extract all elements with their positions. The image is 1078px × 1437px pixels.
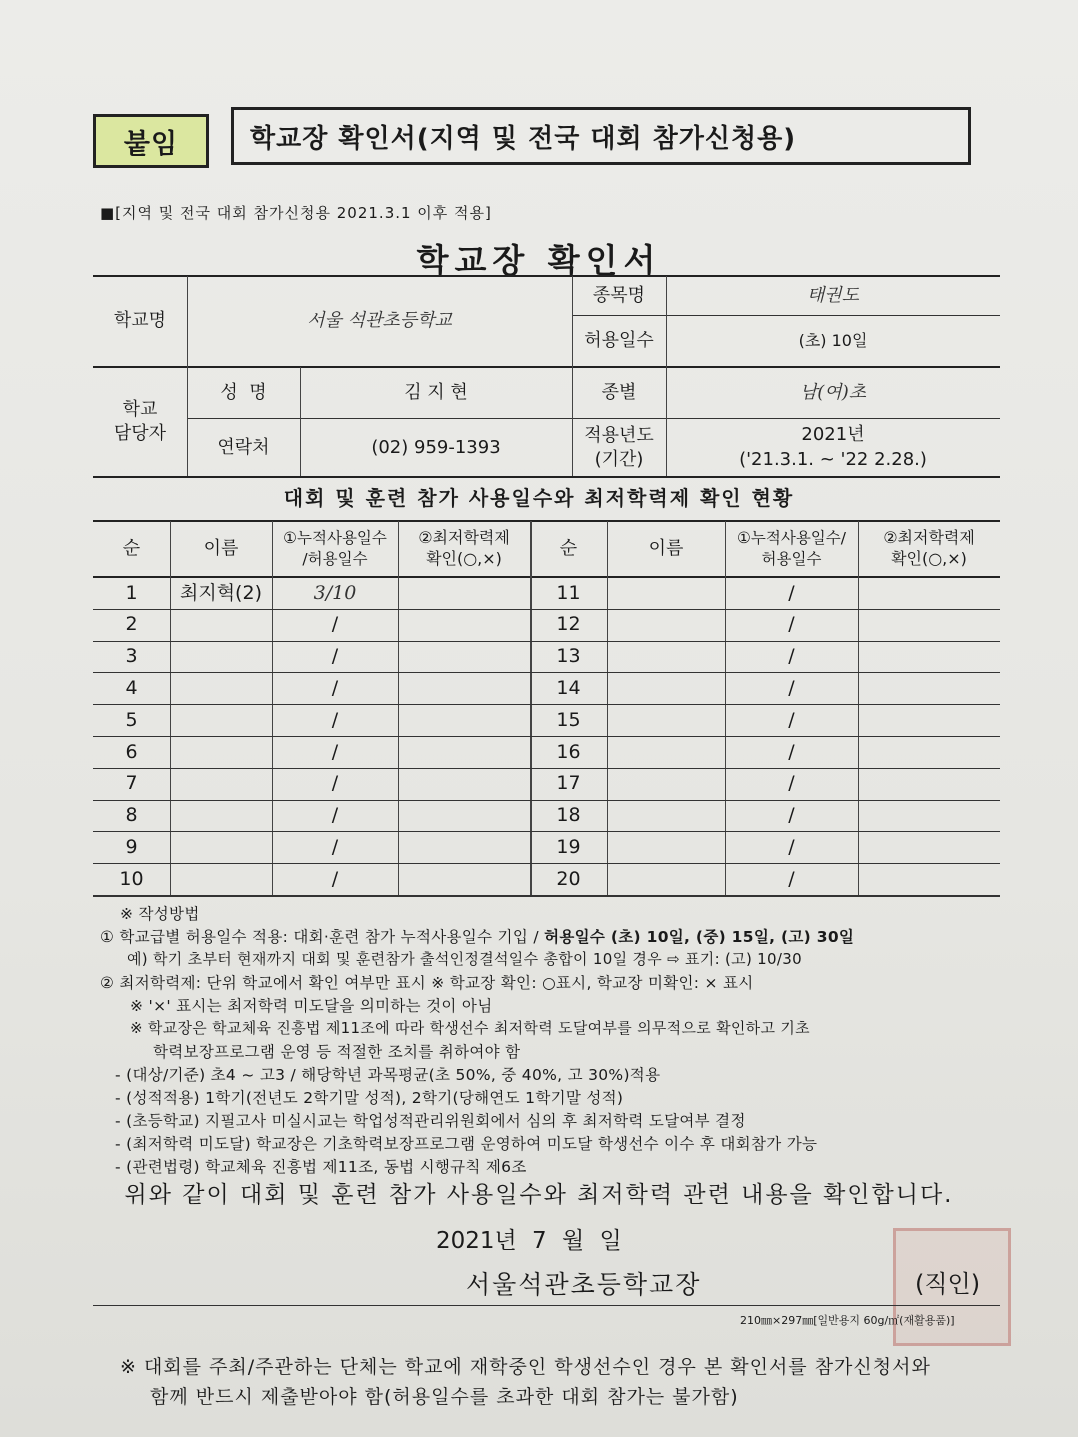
table-cell-name — [607, 736, 725, 768]
header-title: 학교장 확인서(지역 및 전국 대회 참가신청용) — [231, 107, 971, 165]
table-cell-name: 최지혁(2) — [180, 581, 262, 604]
gender-value: 남(여)초 — [799, 381, 867, 403]
table-cell-days: 3/10 — [313, 581, 357, 604]
note-1-text: ① 학교급별 허용일수 적용: 대회·훈련 참가 누적사용일수 기입 / — [100, 928, 539, 946]
table-cell-no: 10 — [119, 867, 144, 890]
table-cell-days: / — [331, 740, 339, 763]
note-6: - (성적적용) 1학기(전년도 2학기말 성적), 2학기(당해연도 1학기말 성적) — [115, 1089, 624, 1107]
table-cell-name — [170, 800, 272, 832]
table-cell-days: / — [788, 676, 795, 699]
period-value: ('21.3.1. ~ '22 2.28.) — [739, 448, 927, 470]
doc-title: 학교장 확인서 — [416, 241, 662, 280]
table-cell-no: 15 — [556, 708, 581, 731]
table-cell-check — [858, 641, 1000, 673]
table-cell-no: 19 — [556, 835, 581, 858]
table-cell-name — [170, 641, 272, 673]
days-label: 허용일수 — [584, 330, 654, 352]
table-cell-days: / — [788, 804, 795, 827]
table-cell-check — [398, 768, 530, 800]
col-header-no-right: 순 — [559, 537, 578, 559]
section-title: 대회 및 훈련 참가 사용일수와 최저학력제 확인 현황 — [283, 486, 795, 510]
table-cell-check — [858, 577, 1000, 609]
table-cell-check — [858, 800, 1000, 832]
table-cell-name — [170, 768, 272, 800]
divider — [93, 476, 1000, 478]
table-cell-no: 17 — [556, 772, 581, 795]
gender-label: 종별 — [601, 381, 637, 403]
table-cell-name — [607, 641, 725, 673]
table-cell-days: / — [331, 772, 339, 795]
footer-note-line1: ※ 대회를 주최/주관하는 단체는 학교에 재학중인 학생선수인 경우 본 확인서를 참가신청서와 — [120, 1356, 931, 1378]
table-cell-no: 8 — [125, 804, 138, 827]
school-label: 학교명 — [113, 310, 167, 332]
table-cell-days: / — [788, 645, 795, 668]
footer-note-line2: 함께 반드시 제출받아야 함(허용일수를 초과한 대회 참가는 불가함) — [150, 1386, 739, 1408]
table-cell-check — [858, 768, 1000, 800]
note-4-cont: 학력보장프로그램 운영 등 적절한 조치를 취하여야 함 — [153, 1043, 521, 1061]
table-cell-no: 16 — [556, 740, 581, 763]
table-cell-check — [398, 609, 530, 641]
table-cell-no: 14 — [556, 676, 581, 699]
col-header-days: ①누적사용일수 /허용일수 — [283, 529, 387, 568]
table-cell-days: / — [331, 676, 339, 699]
note-5: - (대상/기준) 초4 ~ 고3 / 해당학년 과목평균(초 50%, 중 40%, 고 30%)적용 — [115, 1066, 661, 1084]
note-1-example: 예) 학기 초부터 현재까지 대회 및 훈련참가 출석인정결석일수 총합이 10일 경우 ⇨ 표기: (고) 10/30 — [127, 950, 802, 968]
table-cell-check — [858, 672, 1000, 704]
table-cell-check — [858, 736, 1000, 768]
table-cell-name — [170, 672, 272, 704]
table-cell-no: 5 — [125, 708, 138, 731]
table-cell-name — [607, 704, 725, 736]
table-cell-name — [170, 609, 272, 641]
col-header-days-right: ①누적사용일수/ 허용일수 — [737, 529, 846, 568]
table-cell-name — [607, 609, 725, 641]
table-cell-name — [607, 577, 725, 609]
note-1-bold: 허용일수 (초) 10일, (중) 15일, (고) 30일 — [544, 928, 855, 946]
table-cell-days: / — [788, 835, 795, 858]
table-cell-no: 1 — [125, 581, 138, 604]
school-value: 서울 석관초등학교 — [307, 310, 452, 332]
col-header-no: 순 — [122, 537, 141, 559]
table-cell-days: / — [788, 708, 795, 731]
table-cell-days: / — [331, 613, 339, 636]
contact-label: 연락처 — [217, 436, 270, 458]
name-label: 성 명 — [220, 381, 267, 403]
note-4: ※ 학교장은 학교체육 진흥법 제11조에 따라 학생선수 최저학력 도달여부를 의무적으로 확인하고 기초 — [130, 1019, 810, 1037]
notes-heading: ※ 작성방법 — [120, 905, 200, 923]
date-line: 2021년 7 월 일 — [436, 1228, 622, 1254]
divider — [93, 1305, 1000, 1306]
table-cell-name — [170, 831, 272, 863]
table-cell-no: 7 — [125, 772, 138, 795]
manager-label: 학교 담당자 — [113, 399, 167, 444]
col-header-name-right: 이름 — [648, 537, 684, 559]
table-cell-days: / — [788, 581, 795, 604]
table-cell-check — [858, 609, 1000, 641]
row-divider — [93, 895, 1000, 897]
table-cell-no: 2 — [125, 613, 138, 636]
table-cell-no: 9 — [125, 835, 138, 858]
table-cell-no: 4 — [125, 676, 138, 699]
note-1 — [100, 925, 854, 947]
table-cell-name — [170, 704, 272, 736]
year-cell — [666, 419, 1000, 476]
year-value: 2021년 — [801, 424, 865, 446]
col-header-name: 이름 — [203, 537, 239, 559]
table-cell-name — [607, 800, 725, 832]
table-cell-days: / — [788, 867, 795, 890]
table-cell-check — [398, 641, 530, 673]
table-cell-no: 13 — [556, 645, 581, 668]
table-cell-days: / — [331, 708, 339, 731]
table-cell-check — [398, 577, 530, 609]
confirm-statement: 위와 같이 대회 및 훈련 참가 사용일수와 최저학력 관련 내용을 확인합니다. — [124, 1182, 954, 1208]
table-cell-no: 6 — [125, 740, 138, 763]
days-value: (초) 10일 — [798, 330, 868, 350]
table-cell-check — [398, 672, 530, 704]
table-cell-name — [170, 736, 272, 768]
table-cell-name — [170, 863, 272, 895]
note-7: - (초등학교) 지필고사 미실시교는 학업성적관리위원회에서 심의 후 최저학력 도달여부 결정 — [115, 1112, 746, 1130]
note-9: - (관련법령) 학교체육 진흥법 제11조, 동법 시행규칙 제6조 — [115, 1158, 527, 1176]
table-cell-no: 18 — [556, 804, 581, 827]
table-cell-no: 12 — [556, 613, 581, 636]
name-value: 김 지 현 — [404, 381, 468, 403]
table-cell-no: 20 — [556, 867, 581, 890]
seal-label: (직인) — [915, 1270, 981, 1298]
table-cell-name — [607, 768, 725, 800]
table-cell-name — [607, 672, 725, 704]
table-cell-check — [858, 863, 1000, 895]
table-cell-no: 3 — [125, 645, 138, 668]
table-cell-days: / — [331, 867, 339, 890]
col-header-check: ②최저학력제 확인(○,×) — [418, 527, 510, 568]
col-header-check-right: ②최저학력제 확인(○,×) — [883, 527, 975, 568]
table-cell-check — [858, 704, 1000, 736]
table-cell-name — [607, 831, 725, 863]
table-cell-no: 11 — [556, 581, 581, 604]
table-cell-days: / — [788, 740, 795, 763]
table-cell-days: / — [331, 645, 339, 668]
table-cell-check — [858, 831, 1000, 863]
principal-name: 서울석관초등학교장 — [466, 1270, 702, 1299]
table-cell-days: / — [788, 613, 795, 636]
table-cell-check — [398, 831, 530, 863]
table-cell-name — [607, 863, 725, 895]
table-cell-check — [398, 736, 530, 768]
note-2: ② 최저학력제: 단위 학교에서 확인 여부만 표시 ※ 학교장 확인: ○표시, 학교장 미확인: × 표시 — [100, 974, 754, 992]
contact-value: (02) 959-1393 — [371, 436, 501, 458]
table-cell-check — [398, 863, 530, 895]
year-label: 적용년도 (기간) — [584, 425, 654, 470]
sport-label: 종목명 — [592, 284, 646, 306]
table-cell-check — [398, 800, 530, 832]
table-cell-days: / — [788, 772, 795, 795]
note-3: ※ '×' 표시는 최저학력 미도달을 의미하는 것이 아님 — [130, 997, 493, 1015]
sport-value: 태권도 — [806, 284, 860, 306]
table-cell-days: / — [331, 804, 339, 827]
note-8: - (최저학력 미도달) 학교장은 기초학력보장프로그램 운영하여 미도달 학생선수 이수 후 대회참가 가능 — [115, 1135, 818, 1153]
table-cell-days: / — [331, 835, 339, 858]
notice-line: ■[지역 및 전국 대회 참가신청용 2021.3.1 이후 적용] — [100, 204, 492, 222]
attachment-tag: 붙임 — [93, 114, 209, 168]
table-cell-check — [398, 704, 530, 736]
paper-spec: 210㎜×297㎜[일반용지 60g/㎡(재활용품)] — [740, 1314, 955, 1327]
